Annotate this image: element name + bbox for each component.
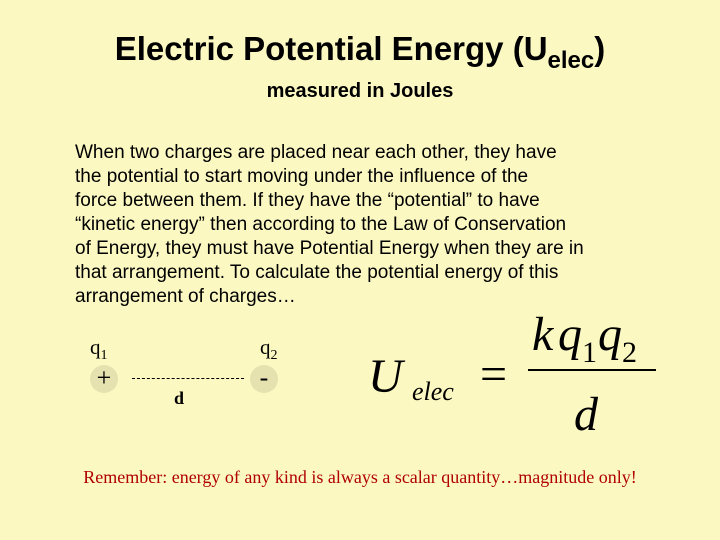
negative-charge: - <box>250 365 278 393</box>
title-close: ) <box>594 30 606 67</box>
formula-q2: q <box>598 308 622 361</box>
paragraph-line: “kinetic energy” then according to the Law of Conservation <box>75 214 567 235</box>
formula-equals: = <box>480 348 508 401</box>
charge-diagram <box>82 330 307 415</box>
title-subscript: elec <box>547 47 595 74</box>
reminder-note: Remember: energy of any kind is always a scalar quantity…magnitude only! <box>83 467 637 487</box>
q2-index: 2 <box>270 348 278 364</box>
q1-label <box>90 335 108 364</box>
title-text: Electric Potential Energy (U <box>114 30 548 67</box>
paragraph-line: that arrangement. To calculate the potential energy of this <box>75 262 559 283</box>
paragraph-line: the potential to start moving under the influence of the <box>75 166 529 187</box>
formula-d: d <box>574 388 598 441</box>
explanation-paragraph <box>75 141 675 309</box>
formula-svg <box>360 300 670 445</box>
q1-symbol: q <box>90 335 101 359</box>
formula-q2-index: 2 <box>622 336 637 369</box>
distance-line <box>132 378 244 379</box>
paragraph-line: arrangement of charges… <box>75 286 296 307</box>
q2-symbol: q <box>260 335 271 359</box>
formula-q1: q <box>558 308 582 361</box>
slide-subtitle: measured in Joules <box>266 80 454 102</box>
positive-charge: + <box>90 365 118 393</box>
paragraph-line: When two charges are placed near each other, they have <box>75 142 557 163</box>
q1-index: 1 <box>100 348 108 364</box>
potential-energy-formula <box>360 300 670 445</box>
slide-title <box>0 30 720 75</box>
formula-k: k <box>532 308 554 361</box>
q2-label <box>260 335 278 364</box>
formula-u-subscript: elec <box>412 377 454 406</box>
paragraph-line: of Energy, they must have Potential Energy when they are in <box>75 238 584 259</box>
formula-q1-index: 1 <box>582 336 597 369</box>
distance-label: d <box>174 388 185 408</box>
formula-u: U <box>368 350 403 403</box>
paragraph-line: force between them. If they have the “potential” to have <box>75 190 540 211</box>
